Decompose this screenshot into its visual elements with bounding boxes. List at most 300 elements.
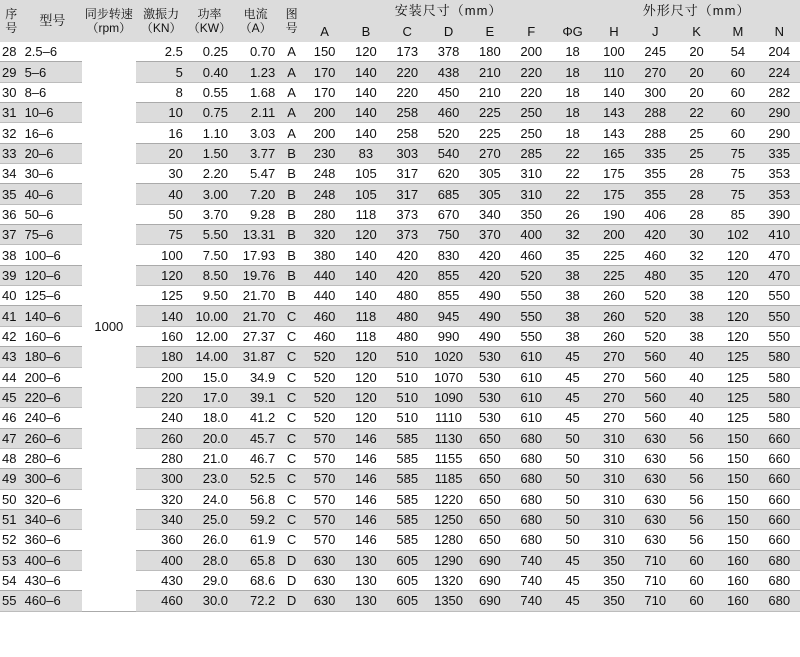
cell-model: 75–6: [23, 225, 83, 245]
cell-dim-h: 225: [593, 265, 634, 285]
cell-dim-c: 373: [387, 225, 428, 245]
cell-dim-e: 650: [469, 489, 510, 509]
cell-dim-f: 285: [511, 143, 552, 163]
cell-dim-g: 26: [552, 204, 593, 224]
cell-dim-b: 120: [345, 387, 386, 407]
header-force: 激振力 （KN）: [136, 0, 187, 42]
cell-figure: C: [279, 306, 304, 326]
cell-dim-f: 550: [511, 306, 552, 326]
cell-dim-j: 630: [635, 448, 676, 468]
cell-dim-m: 54: [717, 42, 758, 62]
cell-dim-c: 258: [387, 103, 428, 123]
cell-dim-h: 310: [593, 530, 634, 550]
cell-model: 125–6: [23, 286, 83, 306]
cell-current: 46.7: [232, 448, 279, 468]
cell-dim-d: 945: [428, 306, 469, 326]
cell-dim-e: 270: [469, 143, 510, 163]
cell-model: 220–6: [23, 387, 83, 407]
cell-dim-a: 200: [304, 103, 345, 123]
cell-figure: C: [279, 448, 304, 468]
cell-dim-f: 610: [511, 387, 552, 407]
cell-dim-c: 510: [387, 367, 428, 387]
cell-current: 52.5: [232, 469, 279, 489]
cell-dim-n: 550: [759, 326, 800, 346]
cell-current: 1.23: [232, 62, 279, 82]
cell-dim-d: 1290: [428, 550, 469, 570]
cell-dim-b: 83: [345, 143, 386, 163]
cell-model: 240–6: [23, 408, 83, 428]
cell-force: 40: [136, 184, 187, 204]
cell-dim-g: 45: [552, 387, 593, 407]
cell-force: 10: [136, 103, 187, 123]
cell-seq: 40: [0, 286, 23, 306]
cell-dim-d: 450: [428, 82, 469, 102]
cell-dim-d: 1185: [428, 469, 469, 489]
cell-dim-n: 410: [759, 225, 800, 245]
cell-dim-n: 550: [759, 306, 800, 326]
cell-dim-n: 353: [759, 164, 800, 184]
cell-force: 460: [136, 591, 187, 611]
cell-dim-b: 118: [345, 204, 386, 224]
cell-dim-d: 1130: [428, 428, 469, 448]
cell-dim-m: 60: [717, 62, 758, 82]
cell-force: 5: [136, 62, 187, 82]
cell-dim-a: 460: [304, 306, 345, 326]
cell-dim-m: 150: [717, 448, 758, 468]
cell-dim-j: 710: [635, 550, 676, 570]
cell-dim-n: 660: [759, 530, 800, 550]
cell-dim-h: 310: [593, 428, 634, 448]
cell-force: 20: [136, 143, 187, 163]
cell-current: 13.31: [232, 225, 279, 245]
header-outline-group: 外形尺寸（mm）: [593, 0, 800, 22]
cell-dim-c: 373: [387, 204, 428, 224]
cell-figure: B: [279, 286, 304, 306]
cell-figure: B: [279, 265, 304, 285]
cell-dim-j: 460: [635, 245, 676, 265]
cell-dim-c: 605: [387, 591, 428, 611]
header-col: A: [304, 22, 345, 42]
cell-current: 39.1: [232, 387, 279, 407]
cell-dim-a: 248: [304, 184, 345, 204]
cell-seq: 55: [0, 591, 23, 611]
cell-model: 10–6: [23, 103, 83, 123]
cell-dim-n: 580: [759, 387, 800, 407]
cell-dim-b: 146: [345, 509, 386, 529]
cell-dim-j: 355: [635, 164, 676, 184]
cell-dim-c: 585: [387, 509, 428, 529]
cell-dim-a: 280: [304, 204, 345, 224]
cell-dim-f: 740: [511, 591, 552, 611]
cell-power: 7.50: [187, 245, 232, 265]
cell-power: 20.0: [187, 428, 232, 448]
cell-dim-k: 56: [676, 489, 717, 509]
cell-dim-b: 146: [345, 489, 386, 509]
cell-dim-n: 660: [759, 448, 800, 468]
cell-dim-j: 630: [635, 489, 676, 509]
cell-dim-c: 317: [387, 184, 428, 204]
cell-dim-n: 580: [759, 408, 800, 428]
cell-figure: A: [279, 62, 304, 82]
cell-dim-d: 460: [428, 103, 469, 123]
cell-seq: 37: [0, 225, 23, 245]
cell-dim-e: 370: [469, 225, 510, 245]
cell-dim-e: 530: [469, 408, 510, 428]
cell-model: 300–6: [23, 469, 83, 489]
cell-dim-k: 32: [676, 245, 717, 265]
cell-dim-j: 560: [635, 387, 676, 407]
cell-dim-h: 225: [593, 245, 634, 265]
cell-dim-d: 750: [428, 225, 469, 245]
cell-dim-k: 20: [676, 82, 717, 102]
cell-dim-a: 440: [304, 265, 345, 285]
cell-dim-f: 200: [511, 42, 552, 62]
cell-dim-a: 320: [304, 225, 345, 245]
cell-dim-h: 143: [593, 123, 634, 143]
cell-dim-a: 570: [304, 428, 345, 448]
cell-figure: B: [279, 245, 304, 265]
cell-dim-b: 120: [345, 42, 386, 62]
cell-dim-m: 85: [717, 204, 758, 224]
cell-dim-c: 480: [387, 306, 428, 326]
cell-current: 1.68: [232, 82, 279, 102]
cell-seq: 46: [0, 408, 23, 428]
cell-seq: 31: [0, 103, 23, 123]
cell-model: 8–6: [23, 82, 83, 102]
cell-dim-j: 288: [635, 103, 676, 123]
cell-seq: 32: [0, 123, 23, 143]
cell-force: 180: [136, 347, 187, 367]
cell-current: 19.76: [232, 265, 279, 285]
cell-power: 0.40: [187, 62, 232, 82]
cell-dim-a: 630: [304, 550, 345, 570]
cell-current: 45.7: [232, 428, 279, 448]
cell-dim-e: 690: [469, 570, 510, 590]
cell-dim-a: 570: [304, 448, 345, 468]
cell-dim-m: 60: [717, 123, 758, 143]
cell-dim-m: 120: [717, 286, 758, 306]
cell-dim-k: 60: [676, 570, 717, 590]
cell-model: 200–6: [23, 367, 83, 387]
cell-power: 10.00: [187, 306, 232, 326]
cell-dim-g: 50: [552, 509, 593, 529]
cell-current: 31.87: [232, 347, 279, 367]
cell-model: 400–6: [23, 550, 83, 570]
cell-dim-n: 660: [759, 469, 800, 489]
cell-dim-d: 685: [428, 184, 469, 204]
header-col: M: [717, 22, 758, 42]
header-col: D: [428, 22, 469, 42]
cell-dim-k: 28: [676, 164, 717, 184]
cell-seq: 33: [0, 143, 23, 163]
cell-dim-j: 300: [635, 82, 676, 102]
cell-dim-g: 18: [552, 123, 593, 143]
cell-dim-h: 260: [593, 306, 634, 326]
cell-dim-g: 38: [552, 306, 593, 326]
cell-figure: C: [279, 367, 304, 387]
cell-dim-m: 120: [717, 306, 758, 326]
cell-dim-b: 105: [345, 164, 386, 184]
cell-dim-a: 570: [304, 489, 345, 509]
cell-dim-k: 22: [676, 103, 717, 123]
cell-model: 20–6: [23, 143, 83, 163]
header-col: H: [593, 22, 634, 42]
cell-power: 18.0: [187, 408, 232, 428]
cell-dim-a: 230: [304, 143, 345, 163]
cell-dim-j: 270: [635, 62, 676, 82]
cell-dim-g: 22: [552, 184, 593, 204]
cell-dim-c: 585: [387, 428, 428, 448]
cell-force: 50: [136, 204, 187, 224]
cell-dim-h: 165: [593, 143, 634, 163]
cell-dim-m: 120: [717, 245, 758, 265]
cell-dim-b: 120: [345, 408, 386, 428]
cell-power: 25.0: [187, 509, 232, 529]
cell-power: 26.0: [187, 530, 232, 550]
cell-dim-f: 740: [511, 570, 552, 590]
cell-power: 12.00: [187, 326, 232, 346]
cell-current: 3.03: [232, 123, 279, 143]
cell-dim-f: 610: [511, 408, 552, 428]
cell-dim-g: 50: [552, 428, 593, 448]
cell-dim-a: 248: [304, 164, 345, 184]
cell-dim-b: 146: [345, 469, 386, 489]
cell-dim-a: 570: [304, 469, 345, 489]
cell-force: 280: [136, 448, 187, 468]
cell-dim-e: 210: [469, 82, 510, 102]
cell-dim-n: 680: [759, 591, 800, 611]
cell-force: 75: [136, 225, 187, 245]
cell-dim-j: 710: [635, 591, 676, 611]
cell-dim-b: 140: [345, 82, 386, 102]
cell-dim-m: 125: [717, 408, 758, 428]
cell-dim-m: 75: [717, 184, 758, 204]
cell-seq: 48: [0, 448, 23, 468]
cell-dim-b: 140: [345, 265, 386, 285]
cell-dim-e: 305: [469, 164, 510, 184]
cell-force: 8: [136, 82, 187, 102]
cell-figure: A: [279, 42, 304, 62]
header-col: J: [635, 22, 676, 42]
cell-dim-g: 50: [552, 489, 593, 509]
cell-force: 400: [136, 550, 187, 570]
cell-seq: 28: [0, 42, 23, 62]
cell-dim-n: 390: [759, 204, 800, 224]
cell-dim-h: 270: [593, 408, 634, 428]
cell-dim-g: 45: [552, 347, 593, 367]
cell-current: 34.9: [232, 367, 279, 387]
cell-dim-f: 220: [511, 62, 552, 82]
cell-seq: 36: [0, 204, 23, 224]
cell-figure: C: [279, 408, 304, 428]
cell-dim-m: 102: [717, 225, 758, 245]
cell-dim-f: 400: [511, 225, 552, 245]
cell-power: 14.00: [187, 347, 232, 367]
cell-current: 3.77: [232, 143, 279, 163]
cell-force: 200: [136, 367, 187, 387]
cell-seq: 47: [0, 428, 23, 448]
cell-dim-c: 585: [387, 530, 428, 550]
cell-dim-d: 1155: [428, 448, 469, 468]
cell-model: 40–6: [23, 184, 83, 204]
cell-dim-m: 150: [717, 489, 758, 509]
cell-force: 320: [136, 489, 187, 509]
cell-model: 140–6: [23, 306, 83, 326]
header-col: B: [345, 22, 386, 42]
cell-dim-j: 355: [635, 184, 676, 204]
cell-dim-a: 570: [304, 509, 345, 529]
cell-dim-h: 140: [593, 82, 634, 102]
cell-dim-j: 520: [635, 286, 676, 306]
cell-dim-b: 120: [345, 367, 386, 387]
cell-force: 430: [136, 570, 187, 590]
cell-figure: B: [279, 225, 304, 245]
cell-dim-g: 38: [552, 286, 593, 306]
cell-figure: C: [279, 326, 304, 346]
cell-figure: B: [279, 143, 304, 163]
cell-force: 220: [136, 387, 187, 407]
cell-dim-m: 150: [717, 509, 758, 529]
cell-dim-b: 140: [345, 286, 386, 306]
cell-dim-k: 56: [676, 428, 717, 448]
table-row: [0, 42, 800, 62]
cell-dim-h: 100: [593, 42, 634, 62]
cell-dim-m: 60: [717, 82, 758, 102]
cell-dim-c: 420: [387, 245, 428, 265]
cell-dim-n: 680: [759, 570, 800, 590]
table-header: [0, 0, 800, 42]
cell-seq: 38: [0, 245, 23, 265]
cell-current: 17.93: [232, 245, 279, 265]
cell-dim-d: 1020: [428, 347, 469, 367]
cell-dim-b: 118: [345, 306, 386, 326]
cell-dim-m: 150: [717, 469, 758, 489]
cell-dim-f: 220: [511, 82, 552, 102]
cell-dim-g: 18: [552, 82, 593, 102]
cell-current: 72.2: [232, 591, 279, 611]
cell-dim-c: 510: [387, 347, 428, 367]
cell-dim-k: 60: [676, 550, 717, 570]
cell-dim-k: 20: [676, 62, 717, 82]
cell-dim-c: 585: [387, 448, 428, 468]
cell-dim-j: 560: [635, 367, 676, 387]
cell-power: 21.0: [187, 448, 232, 468]
cell-dim-a: 520: [304, 367, 345, 387]
cell-dim-j: 520: [635, 306, 676, 326]
cell-dim-f: 250: [511, 123, 552, 143]
cell-dim-c: 480: [387, 326, 428, 346]
cell-model: 100–6: [23, 245, 83, 265]
cell-dim-e: 650: [469, 428, 510, 448]
cell-dim-j: 560: [635, 408, 676, 428]
cell-model: 320–6: [23, 489, 83, 509]
header-col: F: [511, 22, 552, 42]
cell-dim-c: 258: [387, 123, 428, 143]
header-speed: 同步转速 （rpm）: [82, 0, 135, 42]
cell-dim-d: 855: [428, 286, 469, 306]
cell-model: 5–6: [23, 62, 83, 82]
cell-seq: 54: [0, 570, 23, 590]
cell-seq: 50: [0, 489, 23, 509]
cell-dim-d: 1280: [428, 530, 469, 550]
cell-dim-f: 680: [511, 428, 552, 448]
cell-dim-h: 350: [593, 570, 634, 590]
cell-dim-k: 30: [676, 225, 717, 245]
cell-model: 180–6: [23, 347, 83, 367]
cell-dim-h: 270: [593, 347, 634, 367]
cell-current: 27.37: [232, 326, 279, 346]
cell-dim-a: 440: [304, 286, 345, 306]
cell-dim-c: 510: [387, 408, 428, 428]
cell-force: 100: [136, 245, 187, 265]
cell-force: 140: [136, 306, 187, 326]
cell-dim-e: 490: [469, 286, 510, 306]
cell-current: 56.8: [232, 489, 279, 509]
cell-dim-c: 585: [387, 489, 428, 509]
cell-dim-m: 75: [717, 164, 758, 184]
cell-dim-n: 580: [759, 347, 800, 367]
cell-power: 5.50: [187, 225, 232, 245]
cell-figure: A: [279, 123, 304, 143]
cell-dim-b: 140: [345, 245, 386, 265]
cell-dim-g: 38: [552, 326, 593, 346]
cell-model: 50–6: [23, 204, 83, 224]
cell-dim-h: 200: [593, 225, 634, 245]
cell-power: 17.0: [187, 387, 232, 407]
cell-dim-f: 350: [511, 204, 552, 224]
cell-dim-k: 56: [676, 448, 717, 468]
cell-dim-d: 1320: [428, 570, 469, 590]
cell-current: 5.47: [232, 164, 279, 184]
cell-dim-h: 260: [593, 326, 634, 346]
cell-dim-f: 680: [511, 448, 552, 468]
cell-dim-m: 150: [717, 530, 758, 550]
cell-dim-f: 680: [511, 469, 552, 489]
cell-dim-m: 150: [717, 428, 758, 448]
cell-dim-k: 28: [676, 204, 717, 224]
cell-dim-c: 510: [387, 387, 428, 407]
cell-seq: 41: [0, 306, 23, 326]
cell-dim-e: 420: [469, 245, 510, 265]
cell-dim-c: 605: [387, 550, 428, 570]
cell-dim-n: 290: [759, 123, 800, 143]
cell-dim-j: 420: [635, 225, 676, 245]
cell-power: 8.50: [187, 265, 232, 285]
cell-force: 300: [136, 469, 187, 489]
cell-model: 160–6: [23, 326, 83, 346]
cell-dim-e: 210: [469, 62, 510, 82]
cell-dim-a: 380: [304, 245, 345, 265]
cell-seq: 44: [0, 367, 23, 387]
cell-dim-n: 580: [759, 367, 800, 387]
cell-dim-n: 224: [759, 62, 800, 82]
cell-dim-j: 630: [635, 428, 676, 448]
cell-dim-b: 146: [345, 428, 386, 448]
cell-dim-h: 143: [593, 103, 634, 123]
cell-dim-n: 470: [759, 245, 800, 265]
cell-dim-b: 130: [345, 550, 386, 570]
cell-dim-n: 660: [759, 428, 800, 448]
cell-dim-n: 680: [759, 550, 800, 570]
cell-dim-c: 585: [387, 469, 428, 489]
cell-current: 65.8: [232, 550, 279, 570]
cell-dim-d: 1070: [428, 367, 469, 387]
cell-dim-e: 305: [469, 184, 510, 204]
cell-dim-k: 56: [676, 530, 717, 550]
cell-dim-e: 690: [469, 550, 510, 570]
cell-seq: 35: [0, 184, 23, 204]
cell-current: 9.28: [232, 204, 279, 224]
